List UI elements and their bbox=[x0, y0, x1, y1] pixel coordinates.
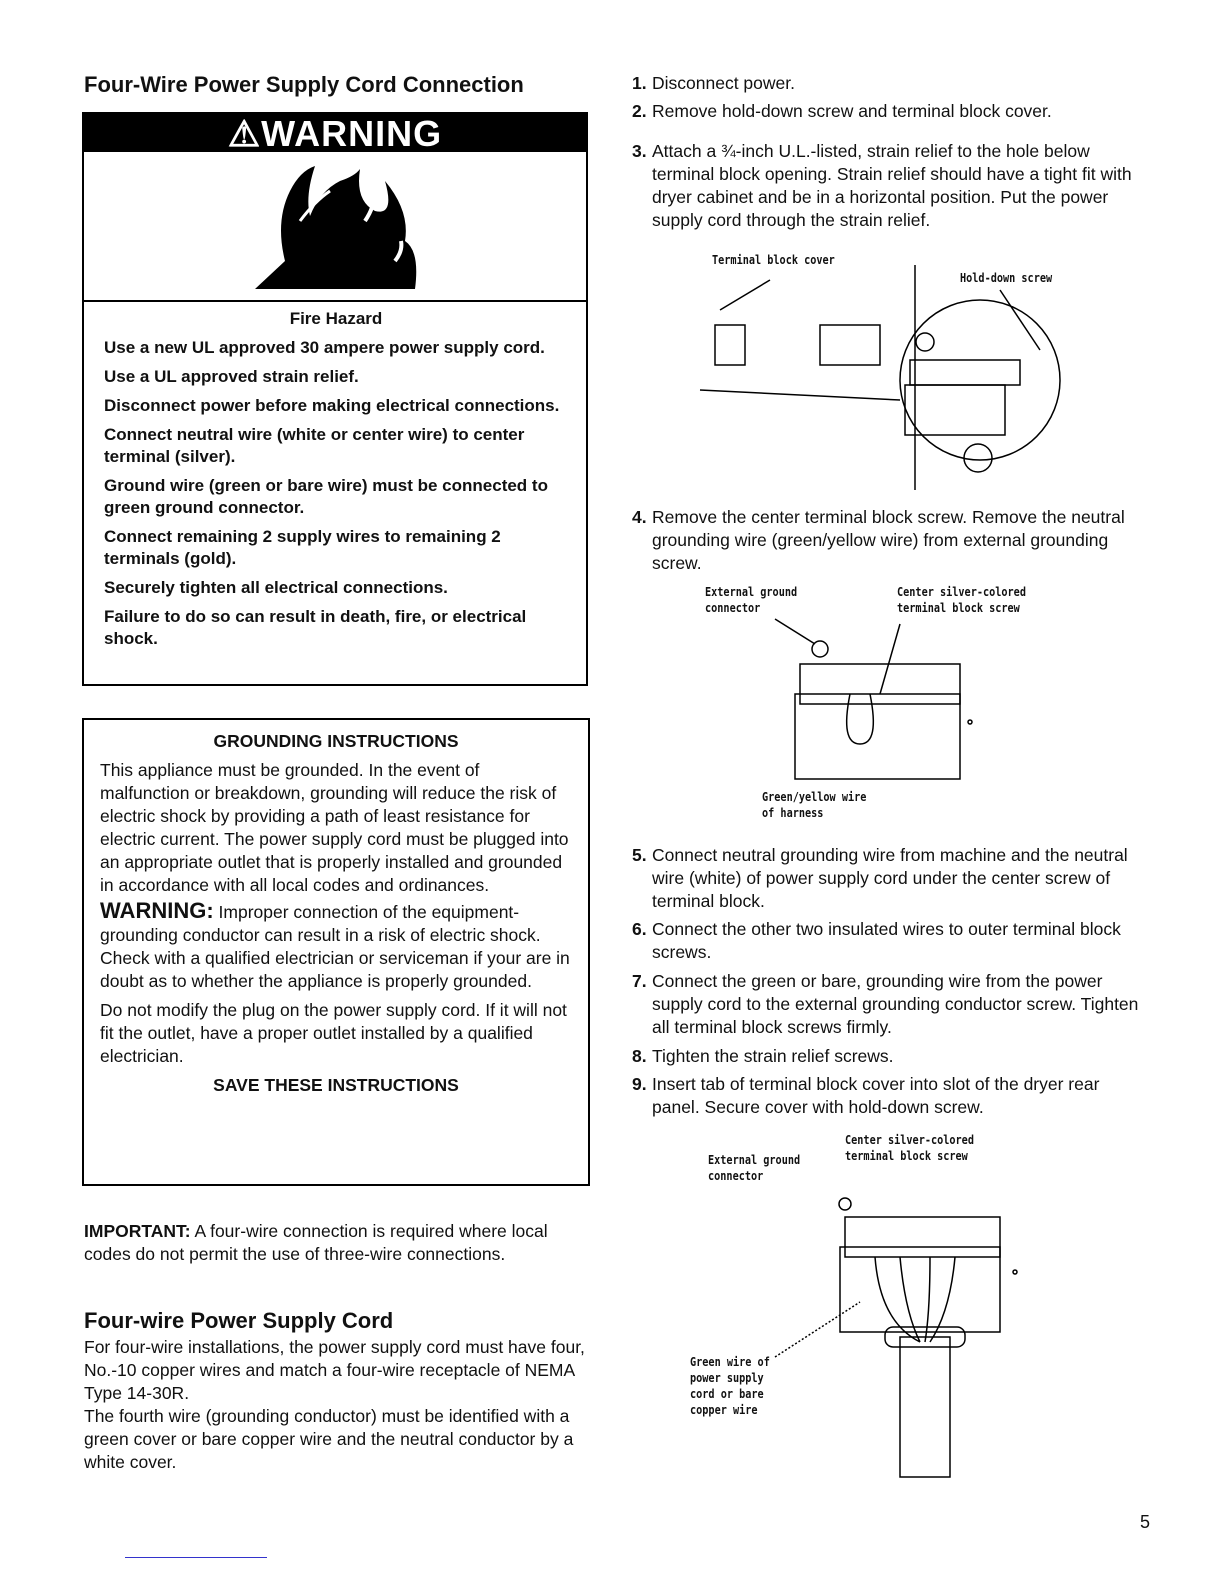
warning-text: Improper connection of the equipment-grounding conductor can result in a risk of electric shock. Check with a qualified electrician or serviceman if your are in doubt as to whether the appliance is properly grounded. bbox=[100, 902, 570, 991]
cord-title: Four-wire Power Supply Cord bbox=[84, 1308, 394, 1333]
step-9: 9. Insert tab of terminal block cover into slot of the dryer rear panel. Secure cover with hold-down screw. bbox=[632, 1074, 1100, 1117]
hazard-title: Fire Hazard bbox=[289, 309, 383, 328]
figure-final-connection: Center silver-colored terminal block screw External ground connector Green wire of power supply cord or bare copper wire bbox=[690, 1132, 1050, 1482]
step-3: 3. Attach a ¾-inch U.L.-listed, strain relief to the hole below terminal block opening. Strain relief should have a tight fit with dryer cabinet and be in a horizontal position. Put the power supply cord through the strain relief. bbox=[632, 141, 1132, 230]
warning-box bbox=[82, 112, 588, 686]
important-note: IMPORTANT: A four-wire connection is required where local codes do not permit the use of three-wire connections. bbox=[84, 1221, 548, 1264]
figure-remove-center-screw: External ground connector Center silver-colored terminal block screw Green/yellow wire of harness bbox=[705, 585, 1026, 820]
warning-item: Failure to do so can result in death, fire, or electrical shock. bbox=[104, 607, 527, 648]
save-instructions: SAVE THESE INSTRUCTIONS bbox=[213, 1075, 459, 1095]
figure-terminal-block-cover: Terminal block cover Hold-down screw bbox=[640, 250, 1140, 500]
fire-hazard-icon bbox=[84, 152, 586, 302]
step-6: 6. Connect the other two insulated wires to outer terminal block screws. bbox=[632, 919, 1121, 962]
section-title: Four-Wire Power Supply Cord Connection bbox=[84, 72, 524, 97]
step-7: 7. Connect the green or bare, grounding wire from the power supply cord to the external grounding conductor screw. Tighten all terminal block screws firmly. bbox=[632, 971, 1139, 1037]
cord-text: For four-wire installations, the power supply cord must have four, No.-10 copper wires and match a four-wire receptacle of NEMA Type 14-30R. The fourth wire (grounding conductor) must be identified with a green cover or bare copper wire and the neutral conductor by a white cover. bbox=[84, 1337, 585, 1472]
step-1: 1. Disconnect power. bbox=[632, 73, 795, 93]
step-4: 4. Remove the center terminal block screw. Remove the neutral grounding wire (green/yellow wire) from external grounding screw. bbox=[632, 507, 1125, 573]
warning-item: Connect remaining 2 supply wires to remaining 2 terminals (gold). bbox=[104, 527, 501, 568]
warning-item: Use a new UL approved 30 ampere power supply cord. bbox=[104, 338, 545, 357]
grounding-title: GROUNDING INSTRUCTIONS bbox=[213, 731, 459, 751]
warning-header: ⚠WARNING bbox=[84, 114, 586, 152]
grounding-para: This appliance must be grounded. In the event of malfunction or breakdown, grounding will reduce the risk of electric shock by providing a path of least resistance for electric current. The power supply cord must be plugged into an appropriate outlet that is properly installed and grounded in accordance with all local codes and ordinances. bbox=[100, 760, 569, 895]
page-number: 5 bbox=[1140, 1512, 1151, 1532]
warning-item: Use a UL approved strain relief. bbox=[104, 367, 359, 386]
warning-item: Connect neutral wire (white or center wire) to center terminal (silver). bbox=[104, 425, 525, 466]
grounding-instructions-box bbox=[82, 718, 590, 1186]
step-5: 5. Connect neutral grounding wire from machine and the neutral wire (white) of power supply cord under the center screw of terminal block. bbox=[632, 845, 1128, 911]
warning-item: Disconnect power before making electrical connections. bbox=[104, 396, 560, 415]
warning-label: WARNING: bbox=[100, 898, 214, 923]
footer-divider bbox=[125, 1557, 267, 1558]
warning-item: Ground wire (green or bare wire) must be connected to green ground connector. bbox=[104, 476, 548, 517]
warning-triangle-icon: ⚠ bbox=[227, 113, 262, 154]
warning-item: Securely tighten all electrical connections. bbox=[104, 578, 448, 597]
step-8: 8. Tighten the strain relief screws. bbox=[632, 1046, 894, 1066]
grounding-para: Do not modify the plug on the power supply cord. If it will not fit the outlet, have a proper outlet installed by a qualified electrician. bbox=[100, 1000, 567, 1066]
step-2: 2. Remove hold-down screw and terminal block cover. bbox=[632, 101, 1052, 121]
